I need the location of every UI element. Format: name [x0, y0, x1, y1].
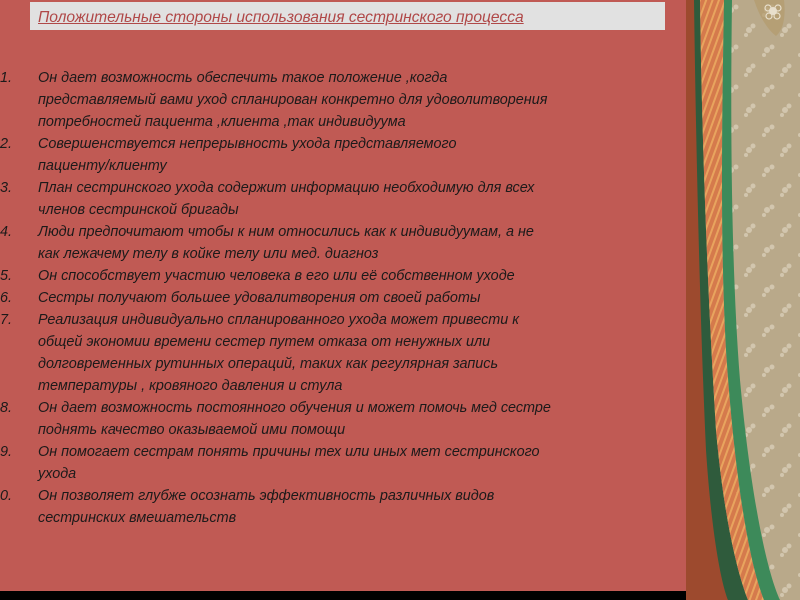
list-item-number: 7. — [0, 312, 13, 328]
list-item-number: 3. — [0, 180, 13, 196]
list-item — [0, 133, 686, 177]
list-item — [0, 265, 686, 287]
list-item-text: Совершенствуется непрерывность ухода представляемого пациенту/клиенту — [38, 136, 457, 174]
list-item-number: 2. — [0, 136, 13, 152]
list-item-number: 8. — [0, 400, 13, 416]
decorative-side-panel — [686, 0, 800, 600]
list-item — [0, 485, 686, 529]
list-item-number: 5. — [0, 268, 13, 284]
list-item — [0, 221, 686, 265]
list-item-text: План сестринского ухода содержит информацию необходимую для всех членов сестринской бригады — [38, 180, 535, 218]
list-item-number: 4. — [0, 224, 13, 240]
list-item — [0, 67, 686, 133]
list-item — [0, 397, 686, 441]
list-item-text: Реализация индивидуально спланированного ухода может привести к общей экономии времени сестер путем отказа от ненужных или долговременных рутинных операций, таких как регулярная запись температуры , кровяного давления и стула — [38, 312, 520, 394]
list-item-number: 0. — [0, 488, 13, 504]
list-item-text: Он позволяет глубже осознать эффективность различных видов сестринских вмешательств — [38, 488, 495, 526]
list-item-number: 6. — [0, 290, 13, 306]
list-item-text: Он дает возможность обеспечить такое положение ,когда представляемый вами уход спланирован конкретно для удоволитворения потребностей пациента ,клиента ,так индивидуума — [38, 70, 548, 130]
list-item — [0, 287, 686, 309]
list-item-number: 1. — [0, 70, 13, 86]
list-item — [0, 441, 686, 485]
list-item-text: Он помогает сестрам понять причины тех или иных мет сестринского ухода — [38, 444, 540, 482]
slide-bottom-border — [0, 591, 686, 600]
list-item-text: Сестры получают большее удовалитворения от своей работы — [38, 290, 481, 306]
numbered-list — [0, 67, 686, 529]
list-item-number: 9. — [0, 444, 13, 460]
list-item-text: Он дает возможность постоянного обучения и может помочь мед сестре поднять качество оказываемой ими помощи — [38, 400, 551, 438]
slide-title: Положительные стороны использования сестринского процесса — [38, 9, 524, 26]
list-item-text: Люди предпочитают чтобы к ним относились как к индивидуумам, а не как лежачему телу в койке телу или мед. диагноз — [38, 224, 534, 262]
list-item — [0, 177, 686, 221]
list-item — [0, 309, 686, 397]
list-item-text: Он способствует участию человека в его или её собственном уходе — [38, 268, 515, 284]
